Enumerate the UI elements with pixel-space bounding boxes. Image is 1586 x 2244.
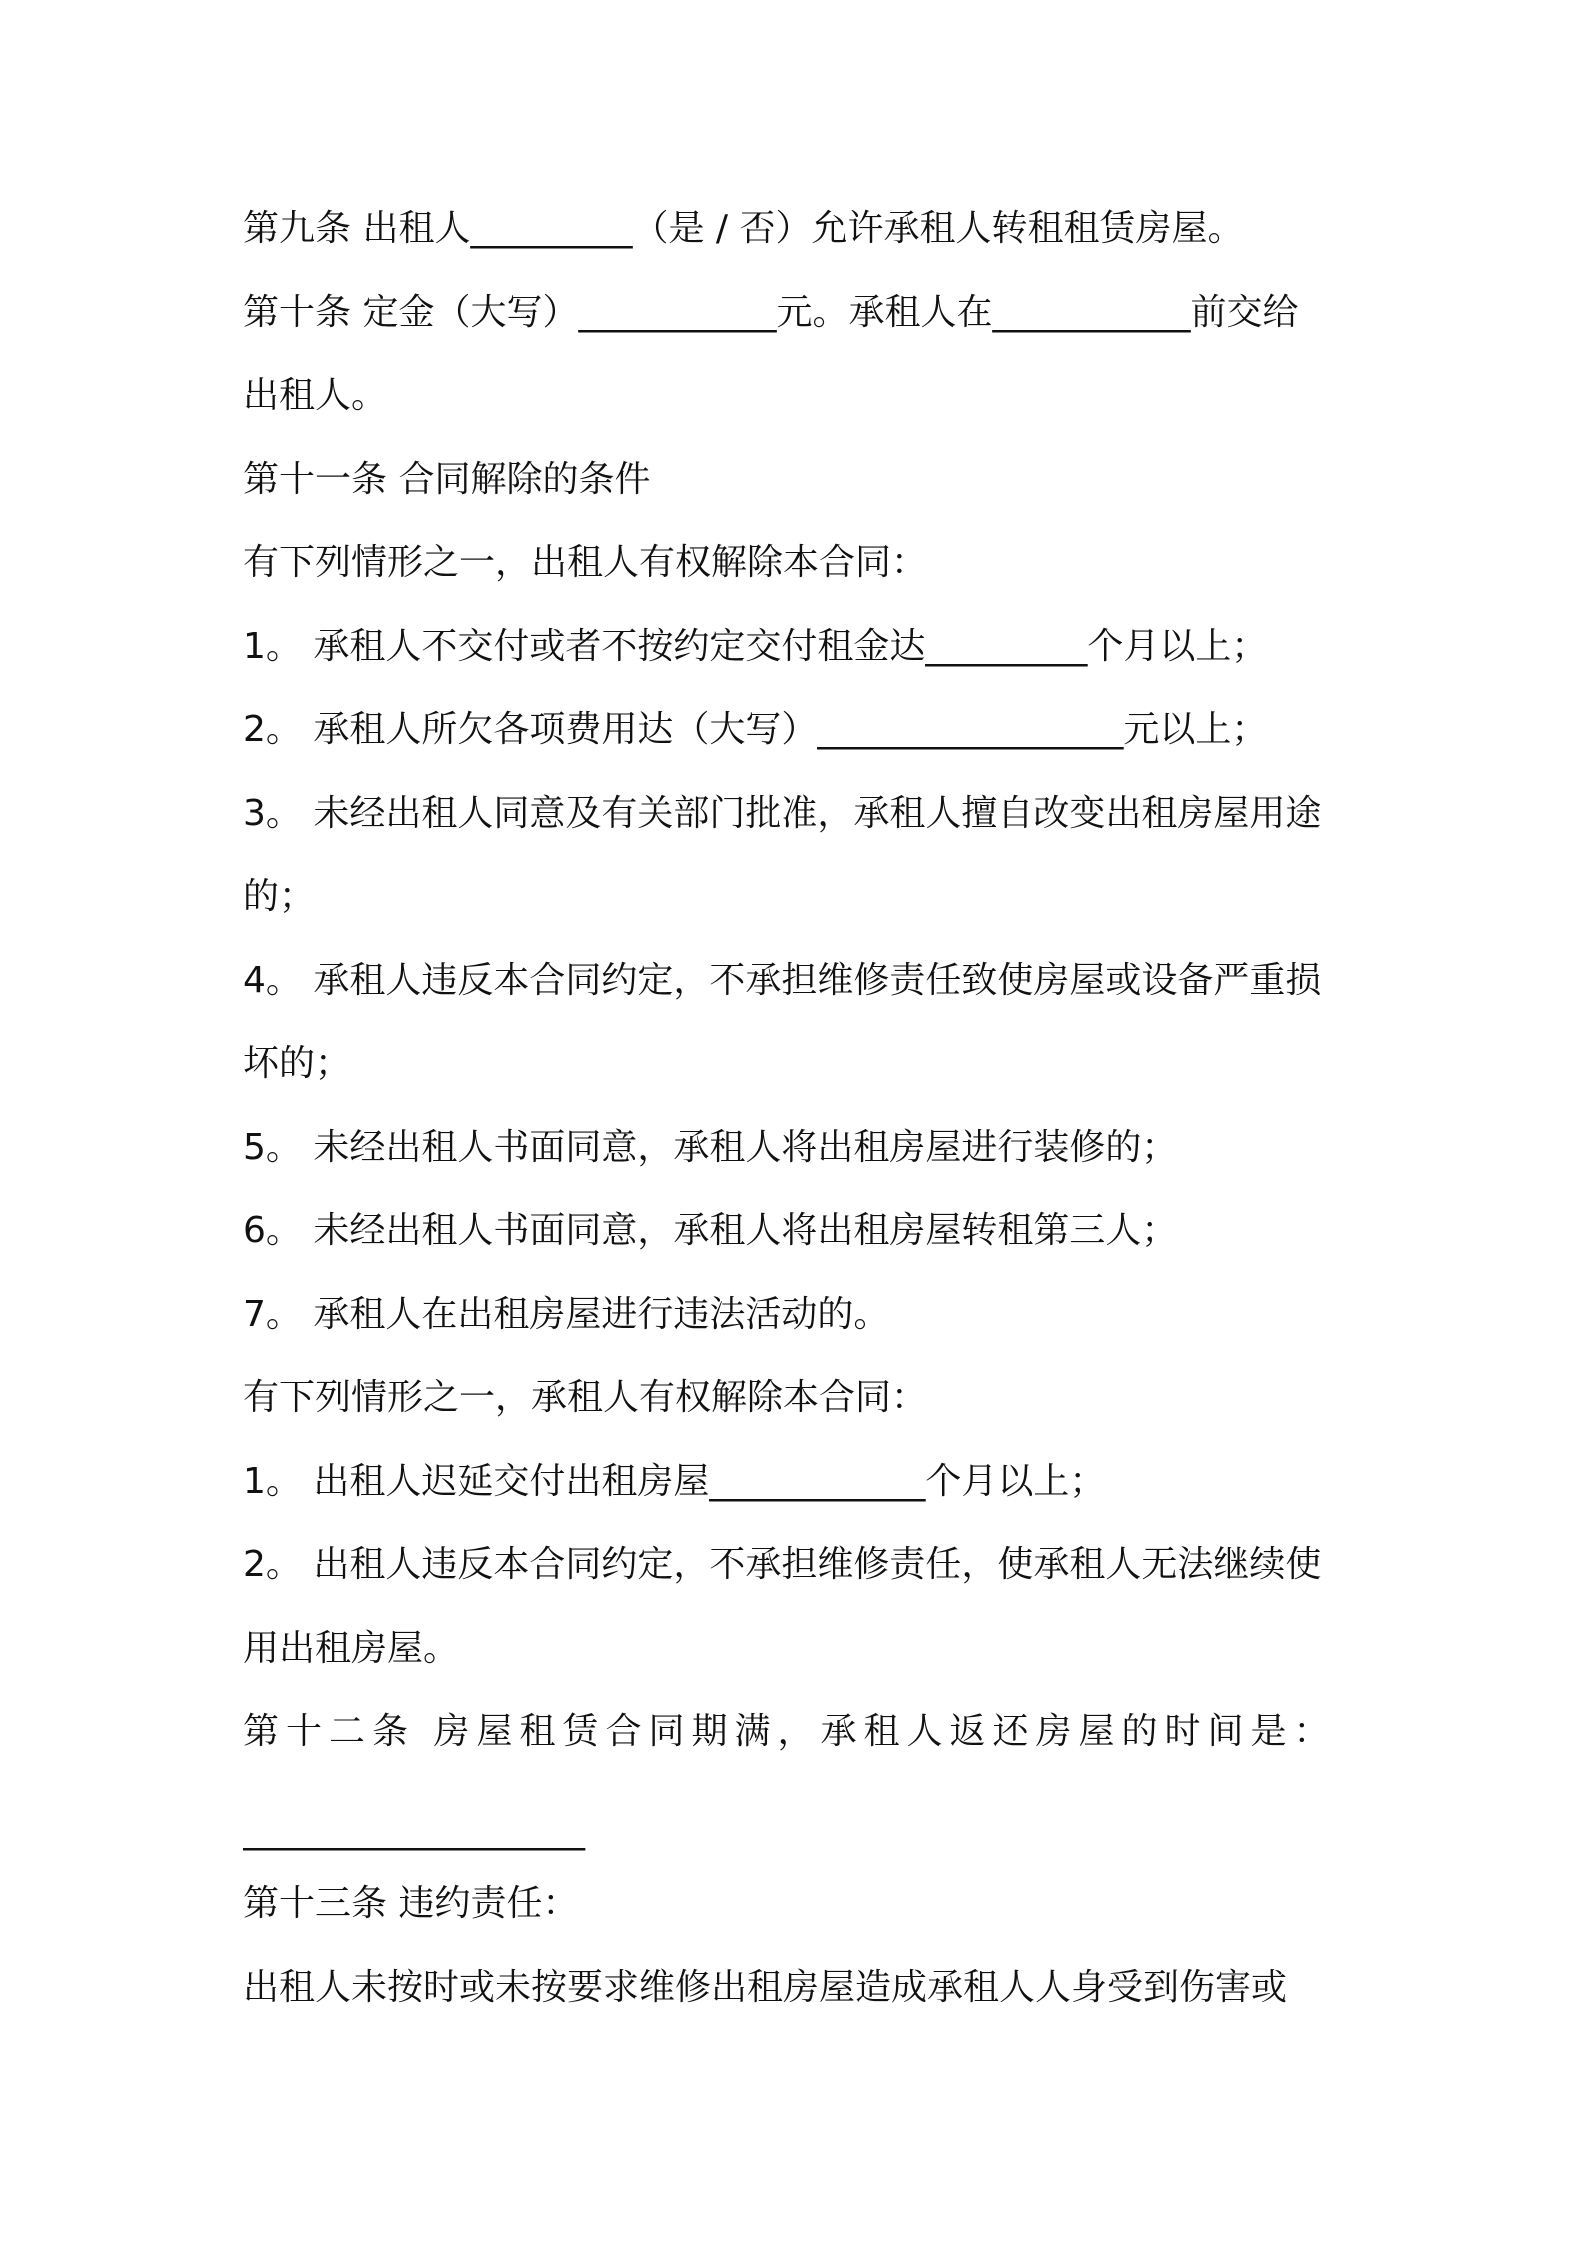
clause-13-heading: 第十三条 违约责任： [243, 1883, 579, 1924]
clause-9-sublet: 第九条 出租人_________（是 / 否）允许承租人转租租赁房屋。 [243, 208, 1244, 249]
lessor-condition-4-continued: 坏的； [243, 1043, 352, 1084]
lessor-condition-1: 1。 承租人不交付或者不按约定交付租金达_________个月以上； [243, 626, 1268, 667]
lessee-condition-1: 1。 出租人迟延交付出租房屋____________个月以上； [243, 1461, 1106, 1502]
clause-13-text: 出租人未按时或未按要求维修出租房屋造成承租人人身受到伤害或 [243, 1967, 1288, 2008]
lessor-termination-intro: 有下列情形之一，出租人有权解除本合同： [243, 542, 928, 583]
lessor-condition-3-continued: 的； [243, 876, 316, 917]
lessor-condition-7: 7。 承租人在出租房屋进行违法活动的。 [243, 1294, 890, 1335]
lessor-condition-6: 6。 未经出租人书面同意，承租人将出租房屋转租第三人； [243, 1210, 1178, 1251]
lessor-condition-4: 4。 承租人违反本合同约定，不承担维修责任致使房屋或设备严重损 [243, 960, 1322, 1001]
clause-11-heading: 第十一条 合同解除的条件 [243, 459, 651, 500]
lessor-condition-3: 3。 未经出租人同意及有关部门批准，承租人擅自改变出租房屋用途 [243, 793, 1322, 834]
clause-10-deposit: 第十条 定金（大写）___________元。承租人在___________前交给 [243, 292, 1299, 333]
clause-12-return-time: 第十二条 房屋租赁合同期满，承租人返还房屋的时间是： [243, 1711, 1337, 1752]
clause-12-blank: ___________________ [243, 1810, 585, 1851]
lessor-condition-5: 5。 未经出租人书面同意，承租人将出租房屋进行装修的； [243, 1127, 1178, 1168]
lessee-termination-intro: 有下列情形之一，承租人有权解除本合同： [243, 1377, 928, 1418]
lessor-condition-2: 2。 承租人所欠各项费用达（大写）_________________元以上； [243, 709, 1268, 750]
clause-10-continued: 出租人。 [243, 375, 388, 416]
lessee-condition-2-continued: 用出租房屋。 [243, 1628, 460, 1669]
lessee-condition-2: 2。 出租人违反本合同约定，不承担维修责任，使承租人无法继续使 [243, 1544, 1322, 1585]
